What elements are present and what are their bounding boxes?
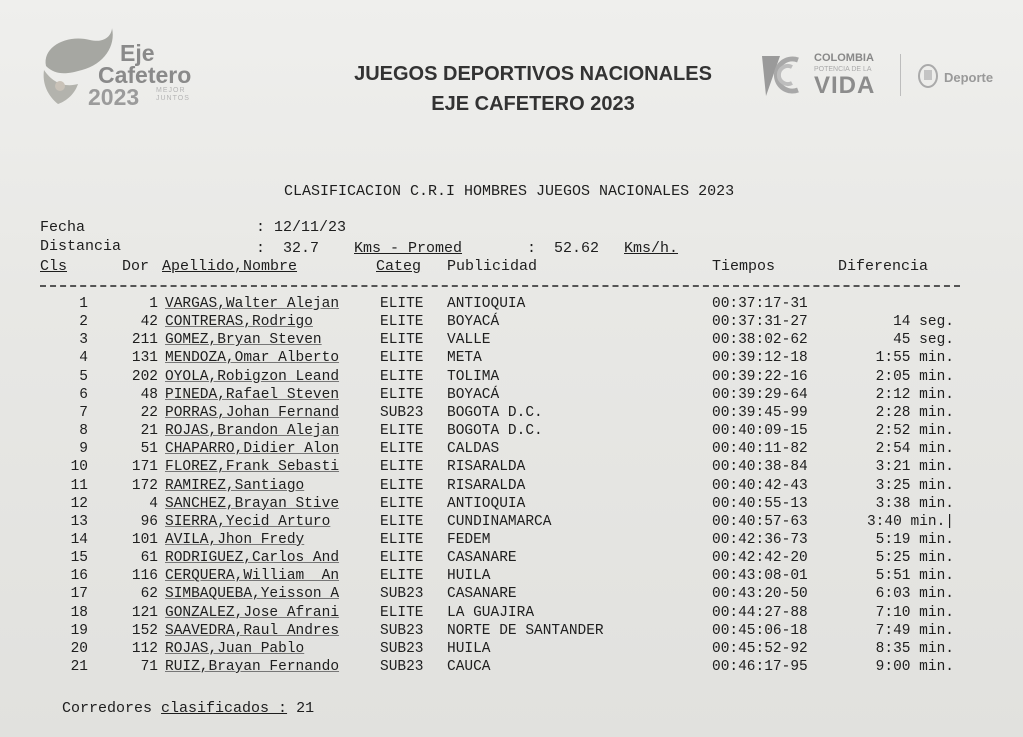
cell-publicidad: NORTE DE SANTANDER bbox=[447, 622, 604, 639]
cell-categ: ELITE bbox=[380, 386, 424, 403]
cell-cls: 8 bbox=[79, 423, 88, 439]
cell-dor: 101 bbox=[131, 532, 158, 548]
cell-name: CERQUERA,William An bbox=[165, 568, 340, 585]
cell-dor: 152 bbox=[131, 622, 158, 639]
cell-cls: 5 bbox=[79, 368, 88, 385]
cell-dor: 4 bbox=[149, 495, 158, 512]
cell-publicidad: META bbox=[447, 350, 482, 367]
cell-time: 00:39:29-64 bbox=[712, 386, 808, 403]
cell-categ: ELITE bbox=[380, 604, 424, 621]
cell-diff: 9:00 min. bbox=[875, 659, 954, 675]
cell-time: 00:38:02-62 bbox=[712, 332, 808, 349]
cell-diff: 8:35 min. bbox=[875, 640, 954, 657]
cell-cls: 7 bbox=[79, 404, 88, 421]
cell-categ: ELITE bbox=[380, 568, 424, 585]
cell-cls: 1 bbox=[79, 296, 88, 312]
cell-time: 00:46:17-95 bbox=[712, 659, 808, 675]
cell-publicidad: BOGOTA D.C. bbox=[447, 423, 543, 439]
cell-dor: 61 bbox=[140, 550, 158, 567]
cell-publicidad: VALLE bbox=[447, 332, 491, 349]
cell-cls: 15 bbox=[70, 550, 88, 567]
cell-categ: ELITE bbox=[380, 532, 424, 548]
cell-publicidad: CALDAS bbox=[447, 441, 500, 458]
deporte-label: Deporte bbox=[944, 70, 994, 85]
cell-name: CONTRERAS,Rodrigo bbox=[165, 314, 313, 331]
cell-cls: 14 bbox=[70, 532, 88, 548]
unit-label: Kms/h. bbox=[624, 240, 679, 257]
cell-time: 00:40:11-82 bbox=[712, 441, 808, 458]
header-separator bbox=[40, 285, 960, 287]
cell-publicidad: CAUCA bbox=[447, 659, 491, 675]
cell-name: RUIZ,Brayan Fernando bbox=[165, 659, 340, 675]
cell-publicidad: HUILA bbox=[447, 640, 491, 657]
cell-time: 00:45:06-18 bbox=[712, 622, 808, 639]
cell-diff: 3:38 min. bbox=[875, 495, 954, 512]
cell-diff: 2:52 min. bbox=[875, 423, 954, 439]
cell-publicidad: CUNDINAMARCA bbox=[447, 513, 552, 530]
cell-publicidad: FEDEM bbox=[447, 532, 491, 548]
col-diferencia: Diferencia bbox=[838, 258, 929, 275]
col-dor: Dor bbox=[122, 258, 150, 275]
col-categ: Categ bbox=[376, 258, 422, 275]
cell-diff: 2:12 min. bbox=[875, 386, 954, 403]
cell-name: SIERRA,Yecid Arturo bbox=[165, 513, 331, 530]
coat-of-arms-icon bbox=[916, 62, 940, 90]
col-tiempos: Tiempos bbox=[712, 258, 776, 275]
cell-diff: 2:28 min. bbox=[875, 404, 954, 421]
cell-diff: 2:05 min. bbox=[875, 368, 954, 385]
colombia-label: COLOMBIA bbox=[814, 52, 874, 64]
cell-cls: 11 bbox=[70, 477, 88, 494]
event-title-line1: JUEGOS DEPORTIVOS NACIONALES bbox=[354, 63, 712, 85]
cell-cls: 2 bbox=[79, 314, 88, 331]
cell-name: SAAVEDRA,Raul Andres bbox=[165, 622, 340, 639]
cell-cls: 20 bbox=[70, 640, 88, 657]
cell-cls: 3 bbox=[79, 332, 88, 349]
cell-categ: ELITE bbox=[380, 477, 424, 494]
promed-value: : 52.62 bbox=[527, 240, 600, 257]
cell-cls: 17 bbox=[70, 586, 88, 603]
cell-publicidad: ANTIOQUIA bbox=[447, 296, 526, 312]
cell-time: 00:42:36-73 bbox=[712, 532, 808, 548]
cell-publicidad: RISARALDA bbox=[447, 459, 526, 476]
cell-name: OYOLA,Robigzon Leand bbox=[165, 368, 340, 385]
col-name: Apellido,Nombre bbox=[162, 258, 298, 275]
cell-time: 00:40:55-13 bbox=[712, 495, 808, 512]
kms-promed-label: Kms - Promed bbox=[354, 240, 463, 257]
cell-diff: 2:54 min. bbox=[875, 441, 954, 458]
cell-name: SANCHEZ,Brayan Stive bbox=[165, 495, 340, 512]
cell-diff: 6:03 min. bbox=[875, 586, 954, 603]
logo-tagline: MEJOR JUNTOS bbox=[156, 87, 190, 102]
cell-diff: 7:10 min. bbox=[875, 604, 954, 621]
cell-cls: 9 bbox=[79, 441, 88, 458]
cell-dor: 172 bbox=[131, 477, 158, 494]
cell-dor: 96 bbox=[140, 513, 158, 530]
fecha-label: Fecha bbox=[40, 219, 86, 236]
cell-publicidad: BOYACÁ bbox=[447, 314, 500, 331]
cell-diff: 3:25 min. bbox=[875, 477, 954, 494]
event-title-line2: EJE CAFETERO 2023 bbox=[431, 93, 635, 115]
col-cls: Cls bbox=[40, 258, 68, 275]
cell-publicidad: TOLIMA bbox=[447, 368, 500, 385]
sponsor-logos bbox=[758, 50, 1008, 110]
cell-time: 00:45:52-92 bbox=[712, 640, 808, 657]
cell-name: AVILA,Jhon Fredy bbox=[165, 532, 305, 548]
cell-name: GONZALEZ,Jose Afrani bbox=[165, 604, 340, 621]
cell-categ: ELITE bbox=[380, 332, 424, 349]
cell-categ: SUB23 bbox=[380, 640, 424, 657]
cell-cls: 12 bbox=[70, 495, 88, 512]
cell-dor: 71 bbox=[140, 659, 158, 675]
logo-line1: Eje bbox=[120, 40, 155, 66]
cell-dor: 211 bbox=[131, 332, 158, 349]
cell-dor: 42 bbox=[140, 314, 158, 331]
footer-count: Corredores clasificados : 21 bbox=[62, 700, 315, 717]
cell-publicidad: BOYACÁ bbox=[447, 386, 500, 403]
cell-name: MENDOZA,Omar Alberto bbox=[165, 350, 340, 367]
cell-categ: ELITE bbox=[380, 495, 424, 512]
cell-categ: ELITE bbox=[380, 513, 424, 530]
cell-cls: 21 bbox=[70, 659, 88, 675]
cell-cls: 4 bbox=[79, 350, 88, 367]
cell-publicidad: CASANARE bbox=[447, 586, 517, 603]
cell-name: GOMEZ,Bryan Steven bbox=[165, 332, 322, 349]
cell-diff: 5:51 min. bbox=[875, 568, 954, 585]
distancia-label: Distancia bbox=[40, 238, 122, 255]
cell-publicidad: BOGOTA D.C. bbox=[447, 404, 543, 421]
cell-dor: 171 bbox=[131, 459, 158, 476]
cell-diff: 3:21 min. bbox=[875, 459, 954, 476]
cell-time: 00:43:08-01 bbox=[712, 568, 808, 585]
cell-time: 00:43:20-50 bbox=[712, 586, 808, 603]
fecha-value: : 12/11/23 bbox=[256, 219, 347, 236]
cell-publicidad: ANTIOQUIA bbox=[447, 495, 526, 512]
cell-time: 00:42:42-20 bbox=[712, 550, 808, 567]
cell-time: 00:39:22-16 bbox=[712, 368, 808, 385]
col-publicidad: Publicidad bbox=[447, 258, 538, 275]
cell-name: RODRIGUEZ,Carlos And bbox=[165, 550, 340, 567]
cell-publicidad: RISARALDA bbox=[447, 477, 526, 494]
cell-categ: ELITE bbox=[380, 296, 424, 312]
vida-label: VIDA bbox=[814, 72, 876, 99]
cell-dor: 121 bbox=[131, 604, 158, 621]
cell-publicidad: LA GUAJIRA bbox=[447, 604, 535, 621]
cell-time: 00:40:38-84 bbox=[712, 459, 808, 476]
cell-dor: 1 bbox=[149, 296, 158, 312]
cell-diff: 5:25 min. bbox=[875, 550, 954, 567]
cell-diff: 7:49 min. bbox=[875, 622, 954, 639]
cell-categ: ELITE bbox=[380, 441, 424, 458]
cell-time: 00:37:17-31 bbox=[712, 296, 808, 312]
cell-cls: 10 bbox=[70, 459, 88, 476]
cell-categ: SUB23 bbox=[380, 659, 424, 675]
cell-name: PINEDA,Rafael Steven bbox=[165, 386, 340, 403]
cell-categ: ELITE bbox=[380, 423, 424, 439]
cell-diff: 45 seg. bbox=[893, 332, 954, 349]
report-title: CLASIFICACION C.R.I HOMBRES JUEGOS NACIONALES 2023 bbox=[284, 183, 735, 200]
cell-name: VARGAS,Walter Alejan bbox=[165, 296, 340, 312]
cell-time: 00:44:27-88 bbox=[712, 604, 808, 621]
cell-publicidad: HUILA bbox=[447, 568, 491, 585]
cell-name: FLOREZ,Frank Sebasti bbox=[165, 459, 340, 476]
cell-categ: ELITE bbox=[380, 350, 424, 367]
eje-cafetero-logo bbox=[38, 26, 218, 116]
cell-diff: 1:55 min. bbox=[875, 350, 954, 367]
cell-time: 00:40:57-63 bbox=[712, 513, 808, 530]
cell-dor: 62 bbox=[140, 586, 158, 603]
logo-line2: Cafetero bbox=[98, 62, 192, 88]
cell-cls: 19 bbox=[70, 622, 88, 639]
cell-name: ROJAS,Juan Pablo bbox=[165, 640, 305, 657]
cell-dor: 131 bbox=[131, 350, 158, 367]
cell-categ: SUB23 bbox=[380, 586, 424, 603]
cell-name: PORRAS,Johan Fernand bbox=[165, 404, 340, 421]
colombia-vida-icon bbox=[758, 52, 806, 98]
cell-diff: 14 seg. bbox=[893, 314, 954, 331]
cell-dor: 116 bbox=[131, 568, 158, 585]
cell-dor: 48 bbox=[140, 386, 158, 403]
cell-categ: ELITE bbox=[380, 550, 424, 567]
cell-categ: SUB23 bbox=[380, 404, 424, 421]
cell-cls: 13 bbox=[70, 513, 88, 530]
cell-name: ROJAS,Brandon Alejan bbox=[165, 423, 340, 439]
cell-publicidad: CASANARE bbox=[447, 550, 517, 567]
cell-name: CHAPARRO,Didier Alon bbox=[165, 441, 340, 458]
logo-divider bbox=[900, 54, 901, 96]
cell-categ: SUB23 bbox=[380, 622, 424, 639]
cell-name: RAMIREZ,Santiago bbox=[165, 477, 305, 494]
cell-time: 00:37:31-27 bbox=[712, 314, 808, 331]
cell-dor: 202 bbox=[131, 368, 158, 385]
cell-time: 00:39:12-18 bbox=[712, 350, 808, 367]
cell-categ: ELITE bbox=[380, 459, 424, 476]
cell-time: 00:39:45-99 bbox=[712, 404, 808, 421]
cell-dor: 112 bbox=[131, 640, 158, 657]
cell-categ: ELITE bbox=[380, 368, 424, 385]
potencia-label: POTENCIA DE LA bbox=[814, 66, 872, 73]
cell-cls: 16 bbox=[70, 568, 88, 585]
cell-name: SIMBAQUEBA,Yeisson A bbox=[165, 586, 340, 603]
cell-cls: 18 bbox=[70, 604, 88, 621]
cell-diff: 3:40 min.| bbox=[866, 513, 954, 530]
cell-dor: 22 bbox=[140, 404, 158, 421]
cell-categ: ELITE bbox=[380, 314, 424, 331]
cell-cls: 6 bbox=[79, 386, 88, 403]
distancia-value: : 32.7 bbox=[256, 240, 320, 257]
logo-year: 2023 bbox=[88, 84, 140, 110]
cell-time: 00:40:09-15 bbox=[712, 423, 808, 439]
cell-diff: 5:19 min. bbox=[875, 532, 954, 548]
cell-time: 00:40:42-43 bbox=[712, 477, 808, 494]
cell-dor: 51 bbox=[140, 441, 158, 458]
cell-dor: 21 bbox=[140, 423, 158, 439]
